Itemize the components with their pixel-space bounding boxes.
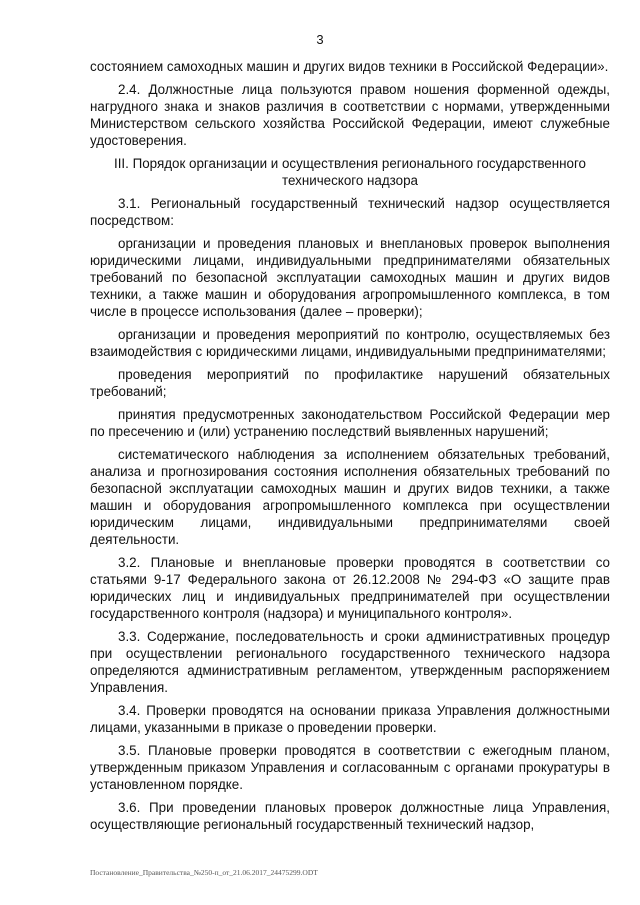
- paragraph-3-1: 3.1. Региональный государственный технический надзор осуществляется посредством:: [90, 196, 610, 228]
- page-number: 3: [316, 32, 324, 47]
- list-item-prevention: проведения мероприятий по профилактике нарушений обязательных требований;: [90, 367, 610, 399]
- list-item-inspections: организации и проведения плановых и внеплановых проверок выполнения юридическими лицами, индивидуальными предпринимателями обязательных требований по безопасной эксплуатации самоходных машин и других видов техники, а также машин и оборудования агропромышленного комплекса, в том числе в процессе использования (далее – проверки);: [90, 236, 610, 319]
- footer-filename: Постановление_Правительства_№250-п_от_21.06.2017_24475299.ODT: [90, 868, 318, 877]
- paragraph-continuation: состоянием самоходных машин и других видов техники в Российской Федерации».: [90, 59, 609, 74]
- paragraph-3-4: 3.4. Проверки проводятся на основании приказа Управления должностными лицами, указанными в приказе о проведении проверки.: [90, 703, 610, 735]
- paragraph-2-4: 2.4. Должностные лица пользуются правом ношения форменной одежды, нагрудного знака и знаков различия в соответствии с нормами, утвержденными Министерством сельского хозяйства Российской Федерации, имеют служебные удостоверения.: [90, 82, 610, 148]
- list-item-suppression: принятия предусмотренных законодательством Российской Федерации мер по пресечению и (или) устранению последствий выявленных нарушений;: [90, 407, 610, 439]
- paragraph-3-6: 3.6. При проведении плановых проверок должностные лица Управления, осуществляющие региональный государственный технический надзор,: [90, 800, 610, 832]
- paragraph-3-5: 3.5. Плановые проверки проводятся в соответствии с ежегодным планом, утвержденным приказом Управления и согласованным с органами прокуратуры в установленном порядке.: [90, 743, 610, 792]
- paragraph-3-3: 3.3. Содержание, последовательность и сроки административных процедур при осуществлении регионального государственного технического надзора определяются административным регламентом, утвержденным распоряжением Управления.: [90, 629, 610, 695]
- paragraph-3-2: 3.2. Плановые и внеплановые проверки проводятся в соответствии со статьями 9-17 Федерального закона от 26.12.2008 № 294-ФЗ «О защите прав юридических лиц и индивидуальных предпринимателей при осуществлении государственного контроля (надзора) и муниципального контроля».: [90, 555, 610, 621]
- list-item-monitoring: систематического наблюдения за исполнением обязательных требований, анализа и прогнозирования состояния исполнения обязательных требований по безопасной эксплуатации самоходных машин и других видов техники, а также машин и оборудования агропромышленного комплекса при осуществлении юридическим лицами, индивидуальными предпринимателями своей деятельности.: [90, 447, 610, 547]
- list-item-control-measures: организации и проведения мероприятий по контролю, осуществляемых без взаимодействия с юридическими лицами, индивидуальными предпринимателями;: [90, 327, 610, 359]
- document-body: [90, 58, 610, 839]
- section-heading-iii: III. Порядок организации и осуществления регионального государственного технического надзора: [113, 156, 587, 188]
